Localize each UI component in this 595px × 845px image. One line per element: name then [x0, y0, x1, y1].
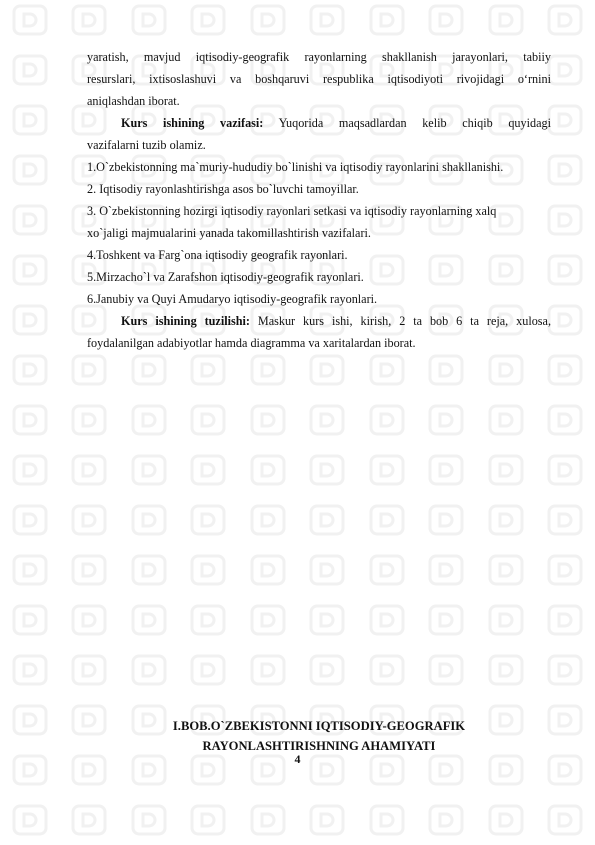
document-logo-icon	[10, 450, 50, 490]
document-logo-icon	[129, 800, 169, 840]
task-item-1: 1.O`zbekistonning ma`muriy-hududiy bo`linishi va iqtisodiy rayonlarini shakllanishi.	[87, 160, 504, 174]
document-logo-icon	[486, 450, 526, 490]
structure-line-1	[87, 310, 551, 332]
document-logo-icon	[69, 450, 109, 490]
paragraph-1-line-3: aniqlashdan iborat.	[87, 94, 180, 108]
document-logo-icon	[10, 700, 50, 740]
document-logo-icon	[10, 250, 50, 290]
task-item-2: 2. Iqtisodiy rayonlashtirishga asos bo`luvchi tamoyillar.	[87, 182, 359, 196]
watermark-row	[0, 495, 595, 545]
document-logo-icon	[307, 400, 347, 440]
document-logo-icon	[545, 350, 585, 390]
document-logo-icon	[307, 0, 347, 40]
document-logo-icon	[426, 400, 466, 440]
document-logo-icon	[10, 100, 50, 140]
document-logo-icon	[545, 300, 585, 340]
document-logo-icon	[545, 50, 585, 90]
document-logo-icon	[545, 450, 585, 490]
document-logo-icon	[307, 500, 347, 540]
document-logo-icon	[486, 350, 526, 390]
document-logo-icon	[188, 800, 228, 840]
document-logo-icon	[426, 450, 466, 490]
document-logo-icon	[10, 50, 50, 90]
document-logo-icon	[69, 600, 109, 640]
document-logo-icon	[10, 650, 50, 690]
document-logo-icon	[248, 500, 288, 540]
task-item-3-continued: xo`jaligi majmualarini yanada takomillashtirish vazifalari.	[87, 226, 371, 240]
document-logo-icon	[486, 800, 526, 840]
watermark-row	[0, 795, 595, 845]
document-logo-icon	[545, 150, 585, 190]
document-logo-icon	[426, 650, 466, 690]
document-logo-icon	[188, 350, 228, 390]
document-logo-icon	[69, 0, 109, 40]
document-logo-icon	[367, 550, 407, 590]
document-logo-icon	[69, 350, 109, 390]
chapter-heading-line-1: I.BOB.O`ZBEKISTONNI IQTISODIY-GEOGRAFIK	[172, 719, 466, 733]
document-logo-icon	[69, 650, 109, 690]
watermark-row	[0, 395, 595, 445]
tasks-line-1	[87, 112, 551, 134]
tasks-line-1-rest: Yuqorida maqsadlardan kelib chiqib quyidagi	[278, 116, 551, 130]
document-logo-icon	[545, 400, 585, 440]
document-logo-icon	[129, 0, 169, 40]
tasks-line-2: vazifalarni tuzib olamiz.	[87, 138, 206, 152]
paragraph-1-line-1: yaratish, mavjud iqtisodiy-geografik rayonlarning shakllanish jarayonlari, tabiiy	[87, 50, 551, 64]
document-logo-icon	[10, 200, 50, 240]
structure-label: Kurs ishining tuzilishi:	[121, 314, 250, 328]
document-logo-icon	[10, 0, 50, 40]
structure-line-1-rest: Maskur kurs ishi, kirish, 2 ta bob 6 ta reja, xulosa,	[257, 314, 551, 328]
document-logo-icon	[129, 600, 169, 640]
document-logo-icon	[367, 600, 407, 640]
document-logo-icon	[69, 500, 109, 540]
document-logo-icon	[129, 400, 169, 440]
document-logo-icon	[426, 500, 466, 540]
document-logo-icon	[545, 700, 585, 740]
document-logo-icon	[10, 500, 50, 540]
document-logo-icon	[188, 400, 228, 440]
page-content	[87, 46, 551, 354]
document-logo-icon	[129, 450, 169, 490]
document-logo-icon	[10, 800, 50, 840]
document-logo-icon	[486, 600, 526, 640]
document-logo-icon	[545, 0, 585, 40]
paragraph-1-line-2: resurslari, ixtisoslashuvi va boshqaruvi respublika iqtisodiyoti rivojidagi o‘rnini	[87, 72, 551, 86]
chapter-heading	[87, 716, 551, 756]
document-logo-icon	[426, 350, 466, 390]
document-logo-icon	[307, 600, 347, 640]
document-logo-icon	[367, 800, 407, 840]
document-logo-icon	[10, 150, 50, 190]
document-logo-icon	[367, 450, 407, 490]
document-logo-icon	[188, 0, 228, 40]
document-logo-icon	[307, 450, 347, 490]
structure-line-2: foydalanilgan adabiyotlar hamda diagramma va xaritalardan iborat.	[87, 336, 416, 350]
document-logo-icon	[69, 550, 109, 590]
document-logo-icon	[426, 550, 466, 590]
watermark-row	[0, 595, 595, 645]
document-logo-icon	[486, 500, 526, 540]
document-logo-icon	[367, 400, 407, 440]
document-logo-icon	[367, 500, 407, 540]
document-logo-icon	[367, 350, 407, 390]
document-logo-icon	[426, 800, 466, 840]
document-logo-icon	[426, 0, 466, 40]
document-logo-icon	[248, 0, 288, 40]
task-item-5: 5.Mirzacho`l va Zarafshon iqtisodiy-geografik rayonlari.	[87, 270, 364, 284]
watermark-row	[0, 545, 595, 595]
document-logo-icon	[545, 250, 585, 290]
tasks-label: Kurs ishining vazifasi:	[121, 116, 264, 130]
document-logo-icon	[426, 600, 466, 640]
task-item-3: 3. O`zbekistonning hozirgi iqtisodiy rayonlari setkasi va iqtisodiy rayonlarning xalq	[87, 204, 497, 218]
document-logo-icon	[10, 400, 50, 440]
document-logo-icon	[248, 350, 288, 390]
document-logo-icon	[486, 400, 526, 440]
chapter-heading-line-2: RAYONLASHTIRISHNING AHAMIYATI	[202, 739, 436, 753]
document-logo-icon	[248, 450, 288, 490]
document-logo-icon	[545, 550, 585, 590]
document-logo-icon	[248, 550, 288, 590]
document-logo-icon	[545, 600, 585, 640]
document-logo-icon	[129, 650, 169, 690]
document-logo-icon	[188, 650, 228, 690]
document-logo-icon	[486, 650, 526, 690]
document-logo-icon	[545, 500, 585, 540]
document-logo-icon	[69, 800, 109, 840]
document-logo-icon	[248, 800, 288, 840]
document-logo-icon	[10, 550, 50, 590]
document-logo-icon	[367, 0, 407, 40]
document-logo-icon	[248, 650, 288, 690]
document-logo-icon	[307, 800, 347, 840]
document-logo-icon	[486, 0, 526, 40]
watermark-row	[0, 0, 595, 45]
document-logo-icon	[248, 600, 288, 640]
document-logo-icon	[248, 400, 288, 440]
document-logo-icon	[188, 450, 228, 490]
watermark-row	[0, 645, 595, 695]
document-logo-icon	[129, 550, 169, 590]
page-number: 4	[294, 752, 301, 766]
document-logo-icon	[69, 400, 109, 440]
document-logo-icon	[10, 300, 50, 340]
task-item-4: 4.Toshkent va Farg`ona iqtisodiy geografik rayonlari.	[87, 248, 348, 262]
document-logo-icon	[307, 650, 347, 690]
document-logo-icon	[545, 650, 585, 690]
document-logo-icon	[545, 800, 585, 840]
document-logo-icon	[545, 100, 585, 140]
document-logo-icon	[188, 600, 228, 640]
document-logo-icon	[188, 500, 228, 540]
document-logo-icon	[10, 350, 50, 390]
document-logo-icon	[307, 550, 347, 590]
watermark-row	[0, 445, 595, 495]
document-logo-icon	[188, 550, 228, 590]
document-logo-icon	[486, 550, 526, 590]
document-logo-icon	[129, 500, 169, 540]
document-logo-icon	[129, 350, 169, 390]
task-item-6: 6.Janubiy va Quyi Amudaryo iqtisodiy-geografik rayonlari.	[87, 292, 378, 306]
document-logo-icon	[307, 350, 347, 390]
document-logo-icon	[367, 650, 407, 690]
document-logo-icon	[545, 200, 585, 240]
document-logo-icon	[10, 600, 50, 640]
